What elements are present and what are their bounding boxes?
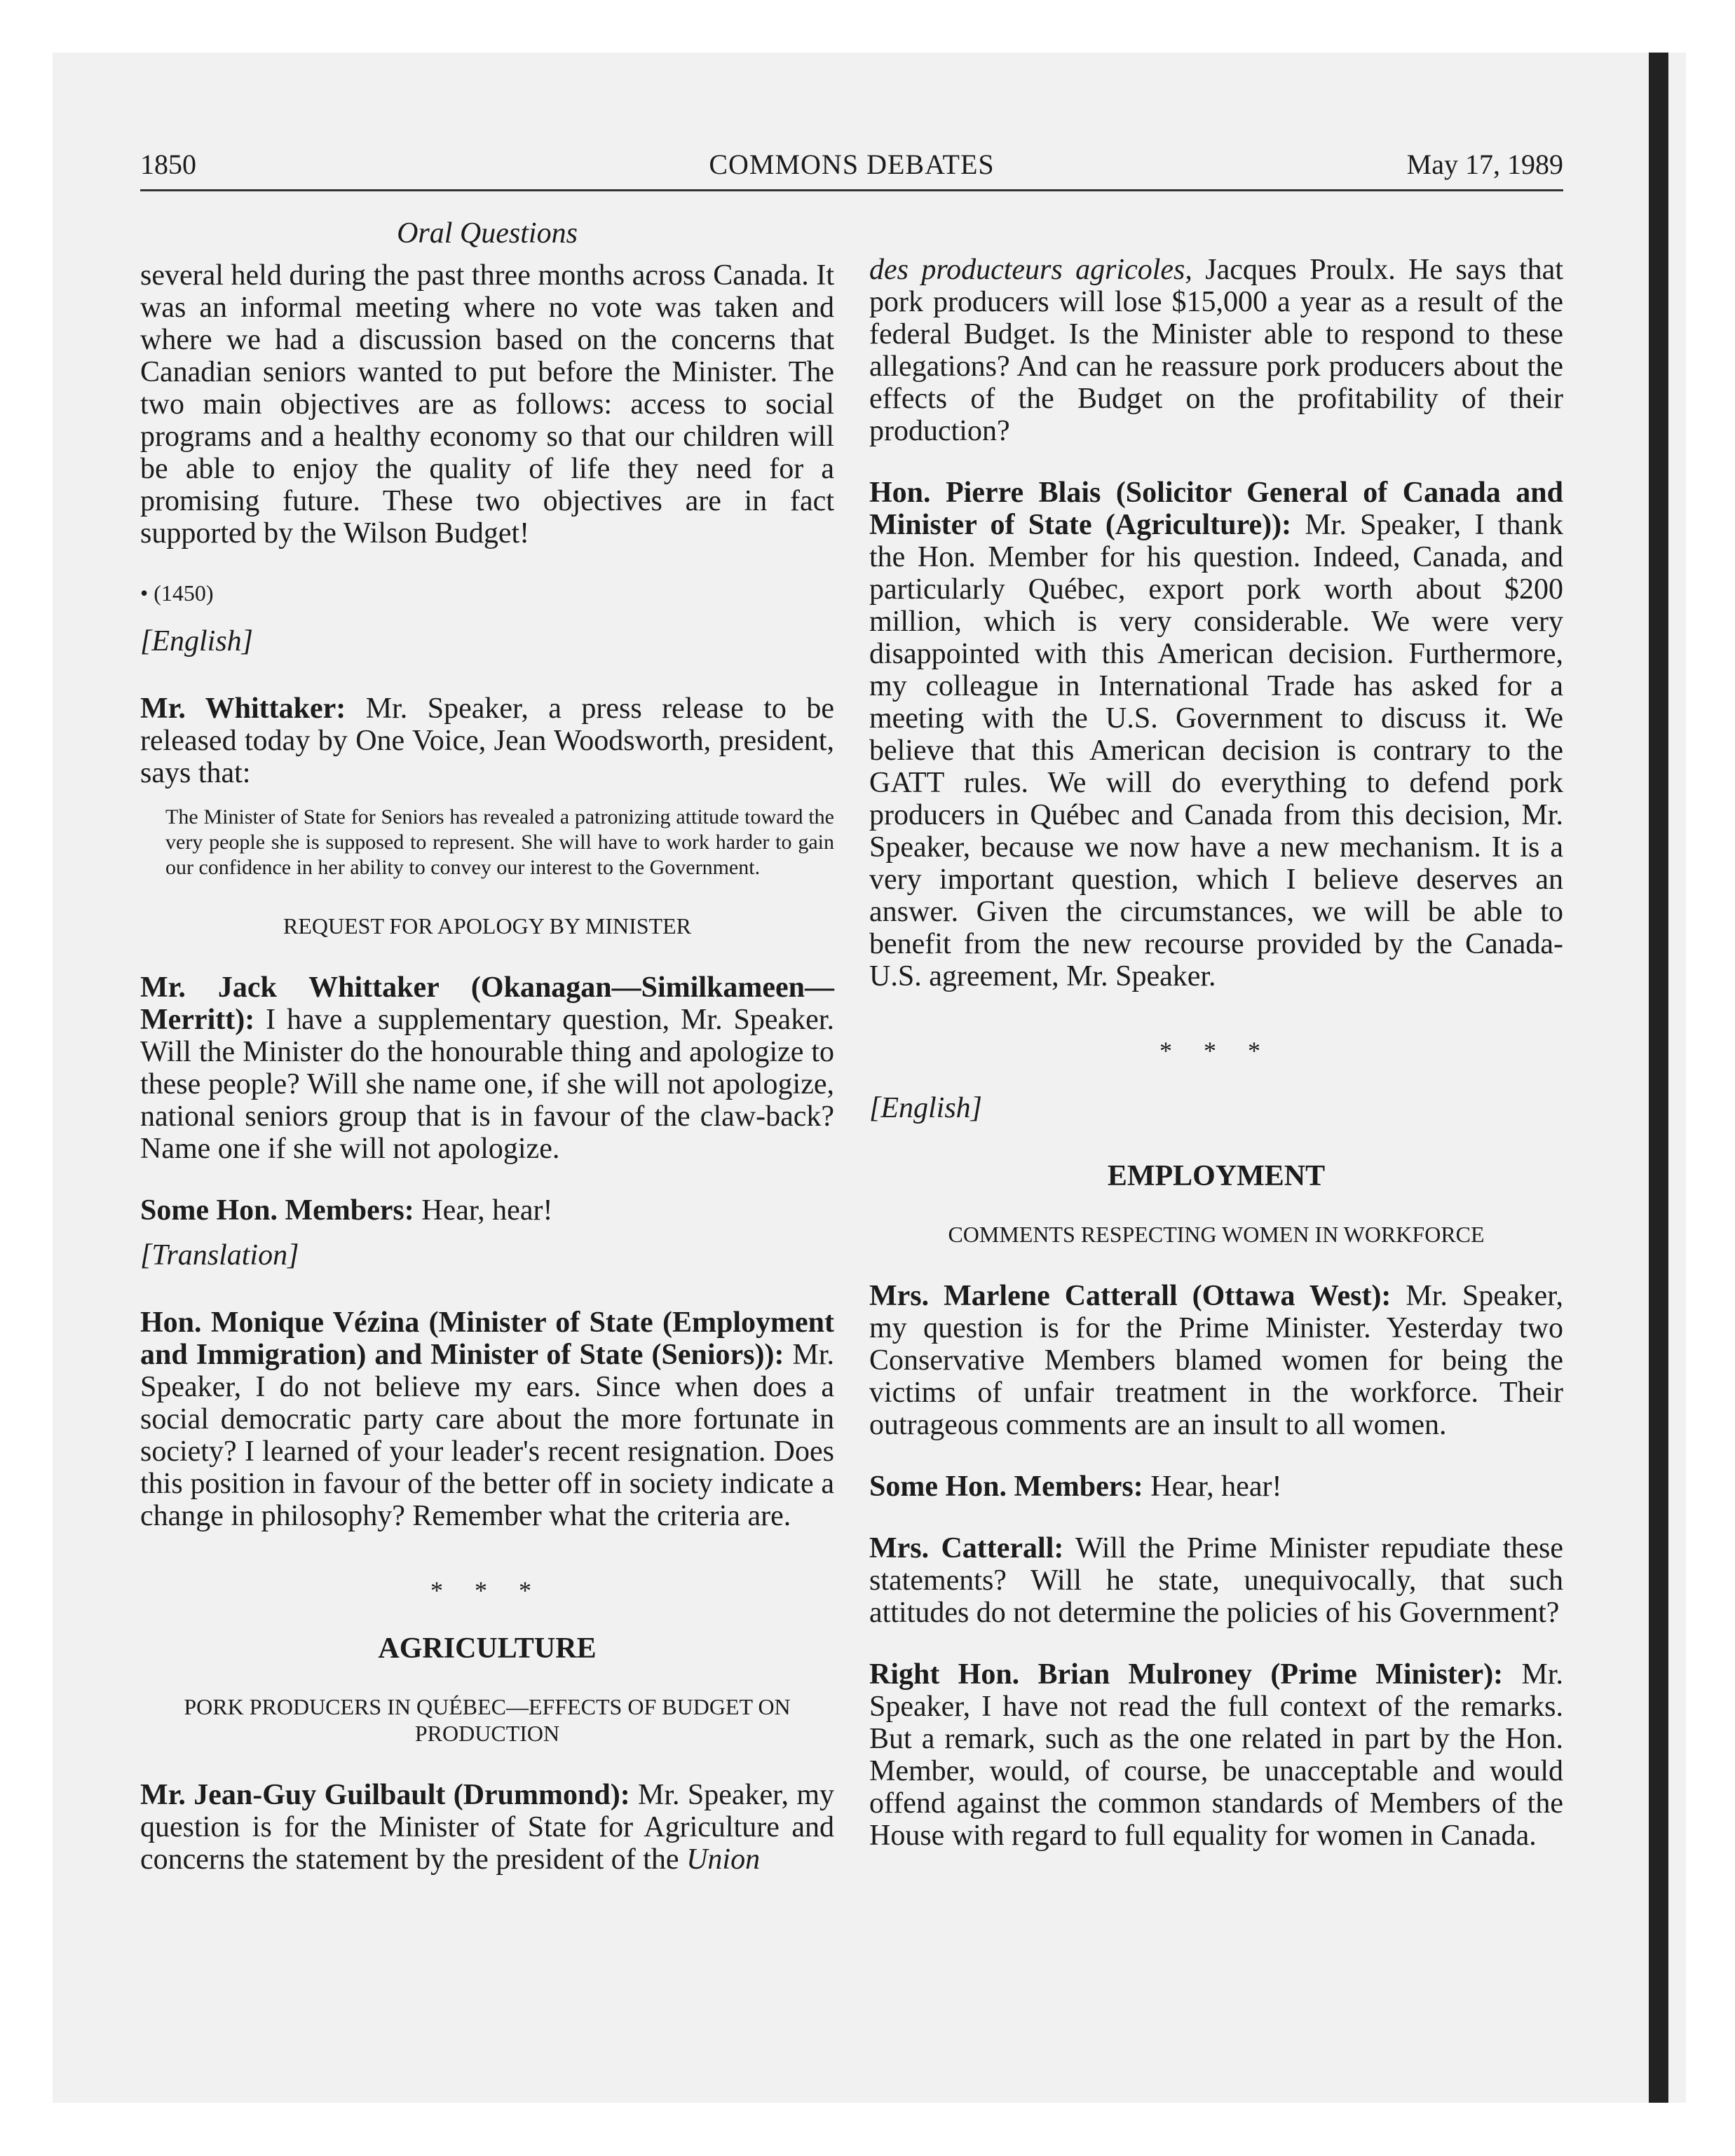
section-separator: * * * xyxy=(430,1576,544,1604)
right-column xyxy=(869,212,1563,1881)
speech-text: Mr. Speaker, my question is for the Minister of State for Agriculture and concerns the statement by the president of the xyxy=(140,1779,834,1876)
speech-text: Mr. Speaker, I do not believe my ears. Since when does a social democratic party care about the more fortunate in society? I learned of your leader's recent resignation. Does this position in favour of the better off in society indicate a change in philosophy? Remember what the criteria are. xyxy=(140,1339,834,1532)
speaker-name: Right Hon. Brian Mulroney (Prime Minister): xyxy=(869,1658,1504,1691)
section-heading: AGRICULTURE xyxy=(378,1632,597,1665)
section-label: Oral Questions xyxy=(397,217,578,250)
speaker-name: Mr. Whittaker: xyxy=(140,692,346,725)
speech-paragraph xyxy=(869,1471,1563,1503)
speech-italic-text: des producteurs agricoles, xyxy=(869,254,1192,286)
speaker-name: Mr. Jean-Guy Guilbault (Drummond): xyxy=(140,1779,630,1811)
speech-text: Mr. Speaker, I have not read the full context of the remarks. But a remark, such as the one related in part by the Hon. Member, would, of course, be unacceptable and would offend against the common standards of Members of the House with regard to full equality for women in Canada. xyxy=(869,1658,1563,1852)
speaker-name: Mrs. Marlene Catterall (Ottawa West): xyxy=(869,1280,1392,1312)
subheading: REQUEST FOR APOLOGY BY MINISTER xyxy=(283,913,691,939)
block-quote: The Minister of State for Seniors has revealed a patronizing attitude toward the very people she is supposed to represent. She will have to work harder to gain our confidence in her ability to convey our interest to the Government. xyxy=(165,805,834,879)
paragraph xyxy=(140,259,834,550)
paragraph-text: several held during the past three months across Canada. It was an informal meeting where no vote was taken and where we had a discussion based on the concerns that Canadian seniors wanted to put before the Minister. The two main objectives are as follows: access to social programs and a healthy economy so that our children will be able to enjoy the quality of life they need for a promising future. These two objectives are in fact supported by the Wilson Budget! xyxy=(140,259,834,550)
speaker-name: Some Hon. Members: xyxy=(140,1194,414,1227)
left-column xyxy=(140,212,834,1905)
speech-paragraph xyxy=(140,1779,834,1876)
speech-paragraph xyxy=(140,1194,834,1227)
language-tag: [English] xyxy=(140,625,254,657)
speech-paragraph xyxy=(869,254,1563,447)
publication-title: COMMONS DEBATES xyxy=(709,149,995,180)
language-tag: [Translation] xyxy=(140,1239,299,1271)
speaker-name: Hon. Pierre Blais (Solicitor General of Canada and Minister of State (Agriculture)): xyxy=(869,477,1563,541)
speech-italic-text: Union xyxy=(686,1843,761,1876)
speech-text: Mr. Speaker, a press release to be released today by One Voice, Jean Woodsworth, president, says that: xyxy=(140,692,835,789)
speech-text: Mr. Speaker, my question is for the Prime Minister. Yesterday two Conservative Members blamed women for being the victims of unfair treatment in the workforce. Their outrageous comments are an insult to all women. xyxy=(869,1280,1563,1441)
publication-date: May 17, 1989 xyxy=(1406,149,1563,180)
speech-paragraph xyxy=(140,971,834,1165)
speech-paragraph xyxy=(869,1532,1563,1629)
speech-paragraph xyxy=(140,1306,834,1532)
section-heading: EMPLOYMENT xyxy=(1107,1160,1326,1192)
page-number: 1850 xyxy=(140,149,196,180)
speech-text: Jacques Proulx. He says that pork producers will lose $15,000 a year as a result of the federal Budget. Is the Minister able to respond to these allegations? And can he reassure pork producers about the effects of the Budget on the profitability of their production? xyxy=(869,254,1563,447)
speech-paragraph xyxy=(869,477,1563,992)
speech-paragraph xyxy=(869,1280,1563,1441)
time-marker: • (1450) xyxy=(140,580,214,606)
scan-edge-bar xyxy=(1649,53,1668,2103)
language-tag: [English] xyxy=(869,1092,983,1124)
speech-text: Hear, hear! xyxy=(1143,1471,1282,1503)
speech-text: Mr. Speaker, I thank the Hon. Member for his question. Indeed, Canada, and particularly Québec, export pork worth about $200 million, which is very considerable. We were very disappointed with this American decision. Furthermore, my colleague in International Trade has asked for a meeting with the U.S. Government to discuss it. We believe that this American decision is contrary to the GATT rules. We will do everything to defend pork producers in Québec and Canada from this decision, Mr. Speaker, because we now have a new mechanism. It is a very important question, which I believe deserves an answer. Given the circumstances, we will be able to benefit from the new recourse provided by the Canada-U.S. agreement, Mr. Speaker. xyxy=(869,509,1563,992)
speaker-name: Some Hon. Members: xyxy=(869,1471,1143,1503)
speaker-name: Mrs. Catterall: xyxy=(869,1532,1064,1564)
subheading: PORK PRODUCERS IN QUÉBEC—EFFECTS OF BUDGET ON PRODUCTION xyxy=(184,1694,791,1746)
speech-text: I have a supplementary question, Mr. Speaker. Will the Minister do the honourable thing and apologize to these people? Will she name one, if she will not apologize, national seniors group that is in favour of the claw-back? Name one if she will not apologize. xyxy=(140,1004,834,1165)
speech-paragraph xyxy=(140,692,834,789)
speech-text: Hear, hear! xyxy=(414,1194,553,1227)
section-separator: * * * xyxy=(1159,1037,1273,1065)
speech-paragraph xyxy=(869,1658,1563,1852)
speech-text: Will the Prime Minister repudiate these statements? Will he state, unequivocally, that such attitudes do not determine the policies of his Government? xyxy=(869,1532,1563,1629)
speaker-name: Hon. Monique Vézina (Minister of State (Employment and Immigration) and Minister of State (Seniors)): xyxy=(140,1306,834,1371)
document-page xyxy=(140,147,1563,2082)
speaker-name: Mr. Jack Whittaker (Okanagan—Similkameen—Merritt): xyxy=(140,971,834,1036)
subheading: COMMENTS RESPECTING WOMEN IN WORKFORCE xyxy=(948,1222,1485,1247)
running-header xyxy=(140,147,1563,191)
